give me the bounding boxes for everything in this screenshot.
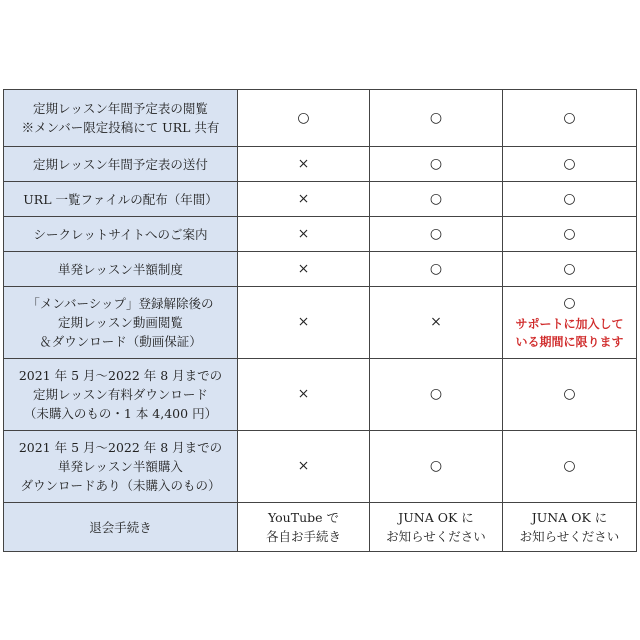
table-row xyxy=(4,90,637,147)
cancel-instruction: JUNA OK に xyxy=(398,510,474,525)
plan1-cell: × xyxy=(238,147,370,182)
plan3-cell: ○ xyxy=(503,90,637,147)
plan1-cell: × xyxy=(238,182,370,217)
support-note: サポートに加入して xyxy=(515,317,624,331)
plan3-cell xyxy=(503,287,637,359)
feature-cell xyxy=(4,431,238,503)
cancel-instruction: 各自お手続き xyxy=(265,529,341,544)
feature-text: （未購入のもの・1 本 4,400 円） xyxy=(23,406,218,421)
table-row xyxy=(4,147,637,182)
cancel-instruction: YouTube で xyxy=(267,510,339,525)
plan3-mark: ○ xyxy=(563,295,576,311)
table-row xyxy=(4,431,637,503)
plan2-cell: ○ xyxy=(370,90,503,147)
table-row xyxy=(4,287,637,359)
feature-text: ※メンバー限定投稿にて URL 共有 xyxy=(21,120,220,135)
plan1-cell: × xyxy=(238,252,370,287)
feature-cell xyxy=(4,182,238,217)
cancel-instruction: お知らせください xyxy=(386,529,486,544)
plan3-cell: ○ xyxy=(503,252,637,287)
plan1-cell: × xyxy=(238,359,370,431)
feature-cell xyxy=(4,287,238,359)
feature-text: 単発レッスン半額制度 xyxy=(58,261,183,277)
feature-text: シークレットサイトへのご案内 xyxy=(33,226,208,242)
plan2-cell: ○ xyxy=(370,147,503,182)
plan2-cell xyxy=(370,503,503,552)
plan1-cell: × xyxy=(238,217,370,252)
plan3-cell: ○ xyxy=(503,147,637,182)
plan2-cell: ○ xyxy=(370,182,503,217)
table-row xyxy=(4,252,637,287)
feature-text: 定期レッスン有料ダウンロード xyxy=(33,387,208,402)
feature-text: 定期レッスン動画閲覧 xyxy=(58,315,183,330)
feature-text: 「メンバーシップ」登録解除後の xyxy=(27,296,214,311)
feature-text: 2021 年 5 月～2022 年 8 月までの xyxy=(18,440,223,455)
support-note: いる期間に限ります xyxy=(515,335,624,349)
cancel-instruction: お知らせください xyxy=(519,529,620,544)
feature-text: ダウンロードあり（未購入のもの） xyxy=(20,478,221,493)
table-row xyxy=(4,503,637,552)
feature-text: 退会手続き xyxy=(89,519,152,535)
plan3-cell: ○ xyxy=(503,182,637,217)
plan2-cell: × xyxy=(370,287,503,359)
membership-comparison-table xyxy=(3,89,637,552)
plan1-cell: × xyxy=(238,431,370,503)
feature-text: 2021 年 5 月～2022 年 8 月までの xyxy=(18,368,223,383)
feature-text: ＆ダウンロード（動画保証） xyxy=(39,334,202,349)
plan1-cell: ○ xyxy=(238,90,370,147)
plan2-cell: ○ xyxy=(370,431,503,503)
plan3-cell: ○ xyxy=(503,217,637,252)
feature-text: 定期レッスン年間予定表の送付 xyxy=(33,156,208,172)
feature-cell xyxy=(4,90,238,147)
feature-cell xyxy=(4,217,238,252)
feature-cell xyxy=(4,359,238,431)
feature-text: URL 一覧ファイルの配布（年間） xyxy=(23,191,218,207)
plan1-cell: × xyxy=(238,287,370,359)
plan3-cell: ○ xyxy=(503,431,637,503)
feature-cell xyxy=(4,252,238,287)
feature-cell xyxy=(4,503,238,552)
plan1-cell xyxy=(238,503,370,552)
plan2-cell: ○ xyxy=(370,217,503,252)
cancel-instruction: JUNA OK に xyxy=(531,510,608,525)
table-row xyxy=(4,217,637,252)
feature-cell xyxy=(4,147,238,182)
feature-text: 単発レッスン半額購入 xyxy=(58,459,183,474)
plan3-cell: ○ xyxy=(503,359,637,431)
plan3-cell xyxy=(503,503,637,552)
plan2-cell: ○ xyxy=(370,359,503,431)
feature-text: 定期レッスン年間予定表の閲覧 xyxy=(33,101,208,116)
plan2-cell: ○ xyxy=(370,252,503,287)
table-row xyxy=(4,182,637,217)
table-row xyxy=(4,359,637,431)
